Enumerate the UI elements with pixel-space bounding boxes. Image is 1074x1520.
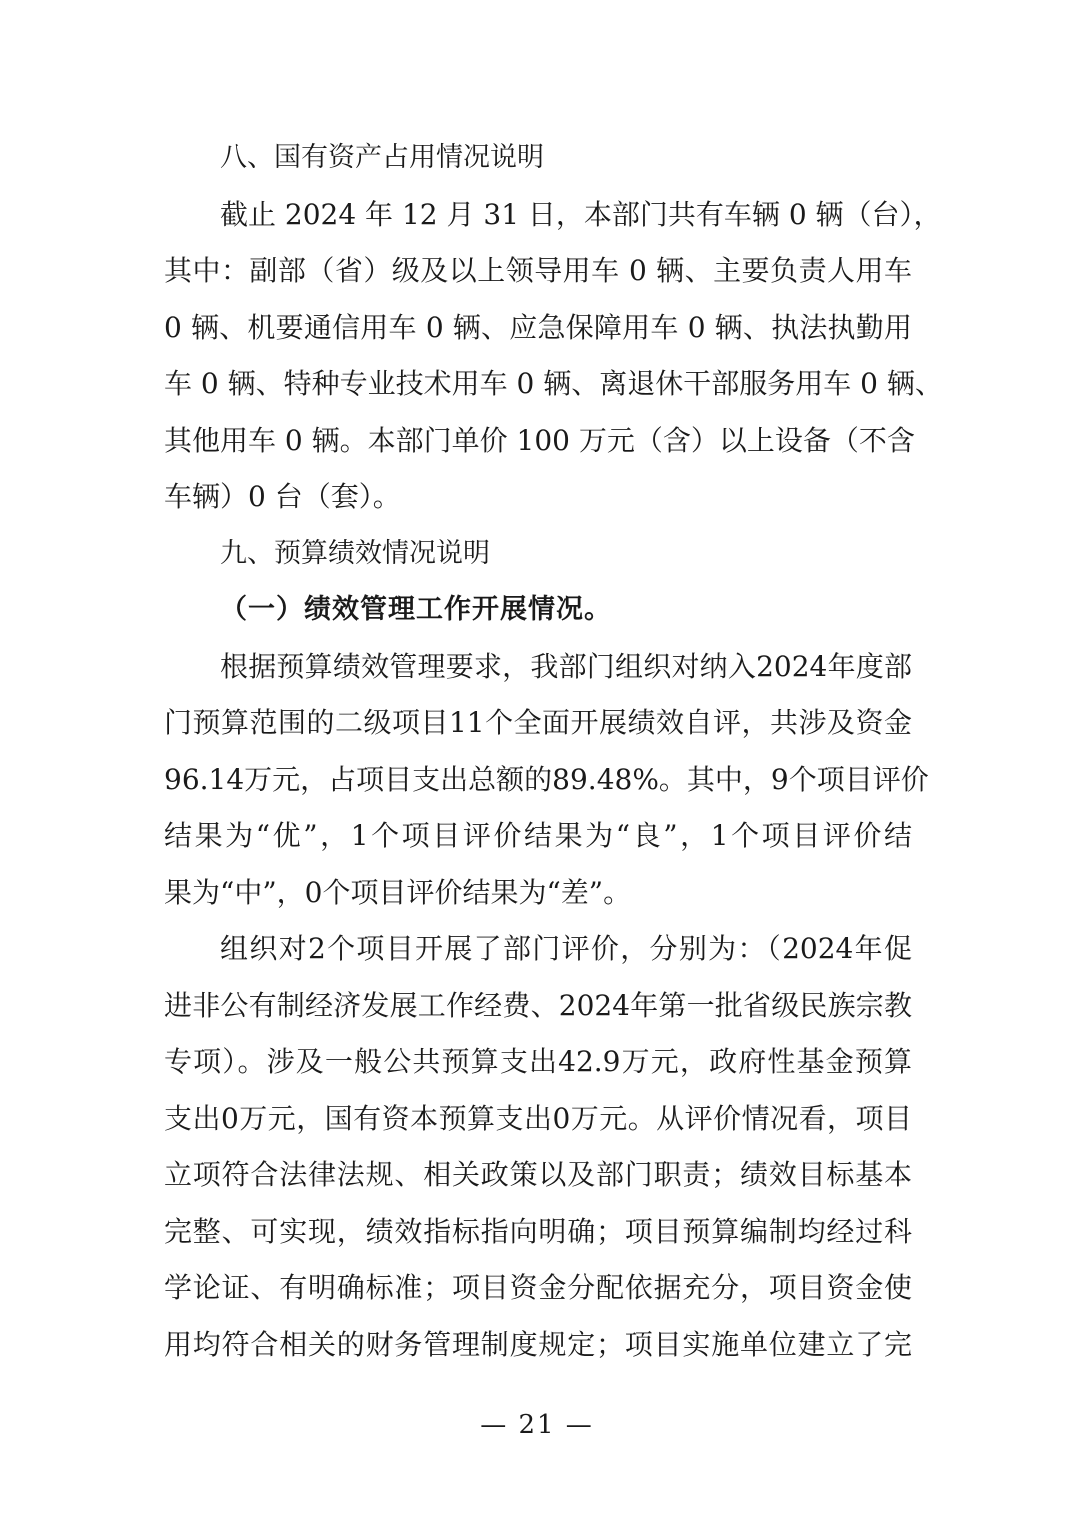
paragraph-line: 96.14万元，占项目支出总额的89.48%。其中，9个项目评价 — [164, 762, 929, 796]
paragraph-line: 截止 2024 年 12 月 31 日，本部门共有车辆 0 辆（台）， — [220, 197, 942, 231]
section-heading-assets: 八、国有资产占用情况说明 — [220, 142, 544, 173]
paragraph-line: 专项）。涉及一般公共预算支出42.9万元，政府性基金预算 — [164, 1045, 912, 1078]
paragraph-line: 立项符合法律法规、相关政策以及部门职责；绩效目标基本 — [164, 1158, 912, 1191]
page-body — [164, 130, 943, 1373]
paragraph-line: 果为“中”，0个项目评价结果为“差”。 — [164, 875, 632, 909]
paragraph-line: 其他用车 0 辆。本部门单价 100 万元（含）以上设备（不含 — [164, 423, 915, 457]
paragraph-line: 组织对2个项目开展了部门评价，分别为：（2024年促 — [220, 932, 912, 965]
paragraph-line: 用均符合相关的财务管理制度规定；项目实施单位建立了完 — [164, 1327, 912, 1361]
paragraph-line: 学论证、有明确标准；项目资金分配依据充分，项目资金使 — [164, 1271, 912, 1304]
paragraph-line: 0 辆、机要通信用车 0 辆、应急保障用车 0 辆、执法执勤用 — [164, 310, 912, 344]
paragraph-line: 进非公有制经济发展工作经费、2024年第一批省级民族宗教 — [164, 988, 912, 1022]
paragraph-line: 门预算范围的二级项目11个全面开展绩效自评，共涉及资金 — [164, 706, 912, 739]
paragraph-line: 根据预算绩效管理要求，我部门组织对纳入2024年度部 — [220, 649, 912, 683]
paragraph-line: 完整、可实现，绩效指标指向明确；项目预算编制均经过科 — [164, 1214, 912, 1248]
paragraph-line: 车 0 辆、特种专业技术用车 0 辆、离退休干部服务用车 0 辆、 — [164, 367, 943, 400]
subsection-heading: （一）绩效管理工作开展情况。 — [220, 594, 612, 625]
section-heading-performance: 九、预算绩效情况说明 — [220, 537, 490, 569]
paragraph-line: 结果为“优”，1个项目评价结果为“良”，1个项目评价结 — [164, 819, 912, 852]
paragraph-line: 支出0万元，国有资本预算支出0万元。从评价情况看，项目 — [164, 1101, 912, 1135]
paragraph-line: 其中：副部（省）级及以上领导用车 0 辆、主要负责人用车 — [164, 254, 912, 287]
page-number: — 21 — — [480, 1410, 594, 1440]
paragraph-line: 车辆）0 台（套）。 — [164, 480, 401, 513]
